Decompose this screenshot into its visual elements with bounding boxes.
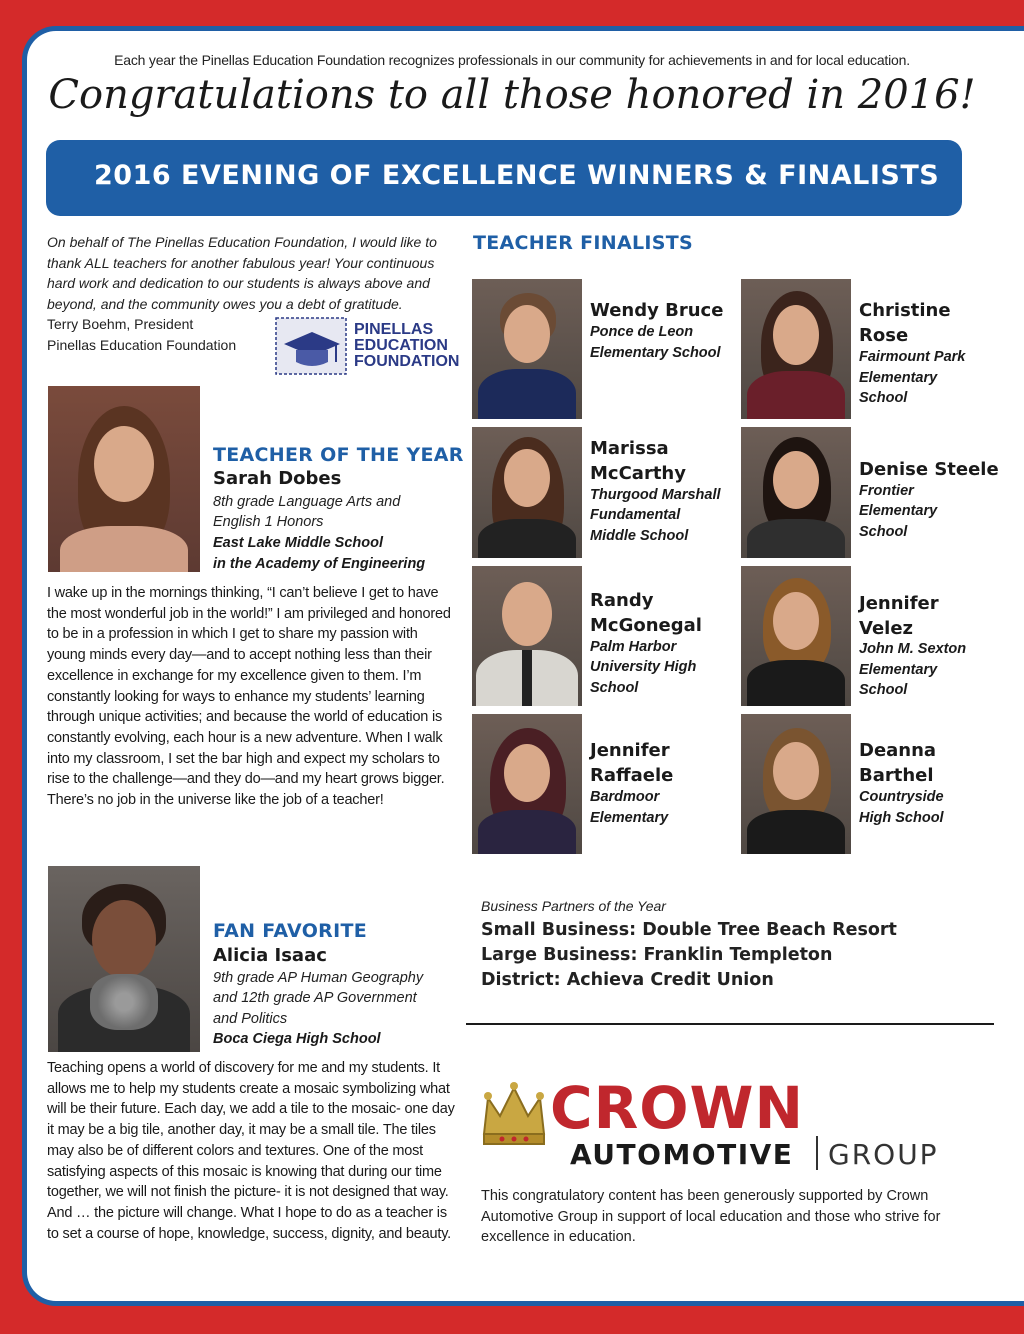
finalist-name: Wendy Bruce: [590, 300, 724, 321]
finalist-name: Raffaele: [590, 765, 674, 786]
finalist-school: Elementary: [859, 662, 938, 678]
finalist-school: Thurgood Marshall: [590, 487, 721, 503]
school-line: Boca Ciega High School: [213, 1031, 381, 1047]
crown-icon: [478, 1078, 550, 1158]
sponsor-support-text: This congratulatory content has been generously supported by Crown Automotive Group in support of local education and those who strive for excellence in education.: [481, 1188, 941, 1245]
finalist-school: School: [859, 682, 908, 698]
finalist-name: Denise Steele: [859, 459, 999, 480]
finalist-name: Randy: [590, 590, 654, 611]
finalist-name: Rose: [859, 325, 909, 346]
teacher-of-year-heading: TEACHER OF THE YEAR: [213, 444, 464, 466]
fan-favorite-name: Alicia Isaac: [213, 945, 327, 966]
finalist-school: Fairmount Park: [859, 349, 966, 365]
finalist-photo: [472, 279, 582, 419]
finalist-school: Bardmoor: [590, 789, 660, 805]
fan-favorite-quote: Teaching opens a world of discovery for me and my students. It allows me to help my students create a mosaic symbolizing what will be their future. Each day, we add a tile to the mosaic- one day it may be a big tile, another day, it may be a small tile. The tiles may also be of different colors and textures. One of the most satisfying aspects of this mosaic is knowing that during our time together, we will not finish the picture- it is not designed that way. And … the picture will change. What I hope to do as a teacher is to set a course of hope, knowledge, success, dignity, and beauty.: [47, 1060, 455, 1242]
finalist-name: Deanna: [859, 740, 937, 761]
finalist-school: Elementary: [859, 370, 938, 386]
finalist-name: McCarthy: [590, 463, 686, 484]
finalist-school: John M. Sexton: [859, 641, 967, 657]
divider: [466, 1023, 994, 1025]
signer-org: Pinellas Education Foundation: [47, 336, 237, 353]
subject-line: 9th grade AP Human Geography: [213, 970, 424, 986]
banner-title: 2016 EVENING OF EXCELLENCE WINNERS & FINALISTS: [94, 160, 940, 191]
finalist-school: University High: [590, 659, 697, 675]
finalist-photo: [741, 279, 851, 419]
finalist-school: Elementary: [590, 810, 669, 826]
finalist-school: Ponce de Leon: [590, 324, 694, 340]
logo-line: PINELLAS: [354, 321, 434, 338]
partners-label: Business Partners of the Year: [481, 898, 666, 914]
finalist-school: Elementary: [859, 503, 938, 519]
teacher-of-year-name: Sarah Dobes: [213, 468, 342, 489]
subject-line: and Politics: [213, 1011, 288, 1027]
finalist-school: School: [590, 680, 639, 696]
finalist-school: Palm Harbor: [590, 639, 677, 655]
crown-wordmark: CROWN: [550, 1074, 805, 1142]
school-line: in the Academy of Engineering: [213, 556, 426, 572]
automotive-wordmark: AUTOMOTIVE: [570, 1138, 794, 1171]
finalist-photo: [472, 427, 582, 558]
teacher-of-year-quote: I wake up in the mornings thinking, “I can’t believe I get to have the most wonderful job in the world!” I am privileged and honored to be in a profession in which I get to share my passion with young minds every day—and to accept nothing less than their excellence in exchange for my excellence given to them. I’m constantly looking for ways to enhance my students’ learning through unique activities; and because the world of education is constantly evolving, each hour is a new adventure. When I walk into my classroom, I set the bar high and expect my scholars to rise to the challenge—and they do—and my heart grows bigger. There’s no job in the universe like the job of a teacher!: [47, 585, 451, 809]
finalist-school: Middle School: [590, 528, 689, 544]
title-banner: [46, 140, 962, 216]
logo-line: FOUNDATION: [354, 353, 460, 370]
logo-line: EDUCATION: [354, 337, 448, 354]
partner-large-business: Large Business: Franklin Templeton: [481, 945, 833, 965]
finalist-school: School: [859, 524, 908, 540]
finalist-name: McGonegal: [590, 615, 702, 636]
school-line: East Lake Middle School: [213, 535, 384, 551]
finalist-school: Fundamental: [590, 507, 681, 523]
finalist-name: Jennifer: [590, 740, 670, 761]
finalist-name: Velez: [859, 618, 914, 639]
finalist-photo: [472, 714, 582, 854]
finalist-name: Christine: [859, 300, 951, 321]
finalist-name: Jennifer: [859, 593, 939, 614]
finalist-school: School: [859, 390, 908, 406]
partner-district: District: Achieva Credit Union: [481, 970, 774, 990]
mortarboard-icon: [274, 314, 352, 376]
finalist-school: Frontier: [859, 483, 914, 499]
finalists-heading: TEACHER FINALISTS: [473, 232, 693, 254]
finalist-photo: [741, 714, 851, 854]
finalist-school: Elementary School: [590, 345, 721, 361]
pinellas-logo-text: [354, 322, 459, 370]
partner-small-business: Small Business: Double Tree Beach Resort: [481, 920, 897, 940]
sarah-dobes-photo: [48, 386, 200, 572]
congrats-headline: Congratulations to all those honored in 2016!: [48, 72, 976, 118]
finalist-school: High School: [859, 810, 944, 826]
subject-line: and 12th grade AP Government: [213, 990, 417, 1006]
group-wordmark: GROUP: [828, 1138, 939, 1171]
intro-text: Each year the Pinellas Education Foundation recognizes professionals in our community for achievements in and for local education.: [114, 52, 910, 68]
logo-separator: [816, 1136, 818, 1170]
finalist-photo: [741, 427, 851, 558]
lead-message-text: On behalf of The Pinellas Education Foundation, I would like to thank ALL teachers for another fabulous year! Your continuous hard work and dedication to our students is always above and beyond, and the community owes you a debt of gratitude.: [47, 234, 437, 312]
crown-automotive-logo: [478, 1074, 948, 1174]
subject-line: 8th grade Language Arts and: [213, 494, 401, 510]
signer-name: Terry Boehm, President: [47, 316, 194, 332]
finalist-name: Marissa: [590, 438, 669, 459]
finalist-name: Barthel: [859, 765, 934, 786]
finalist-photo: [741, 566, 851, 706]
finalist-photo: [472, 566, 582, 706]
subject-line: English 1 Honors: [213, 514, 324, 530]
alicia-isaac-photo: [48, 866, 200, 1052]
finalist-school: Countryside: [859, 789, 944, 805]
fan-favorite-heading: FAN FAVORITE: [213, 920, 367, 942]
pinellas-foundation-logo: [274, 314, 460, 376]
